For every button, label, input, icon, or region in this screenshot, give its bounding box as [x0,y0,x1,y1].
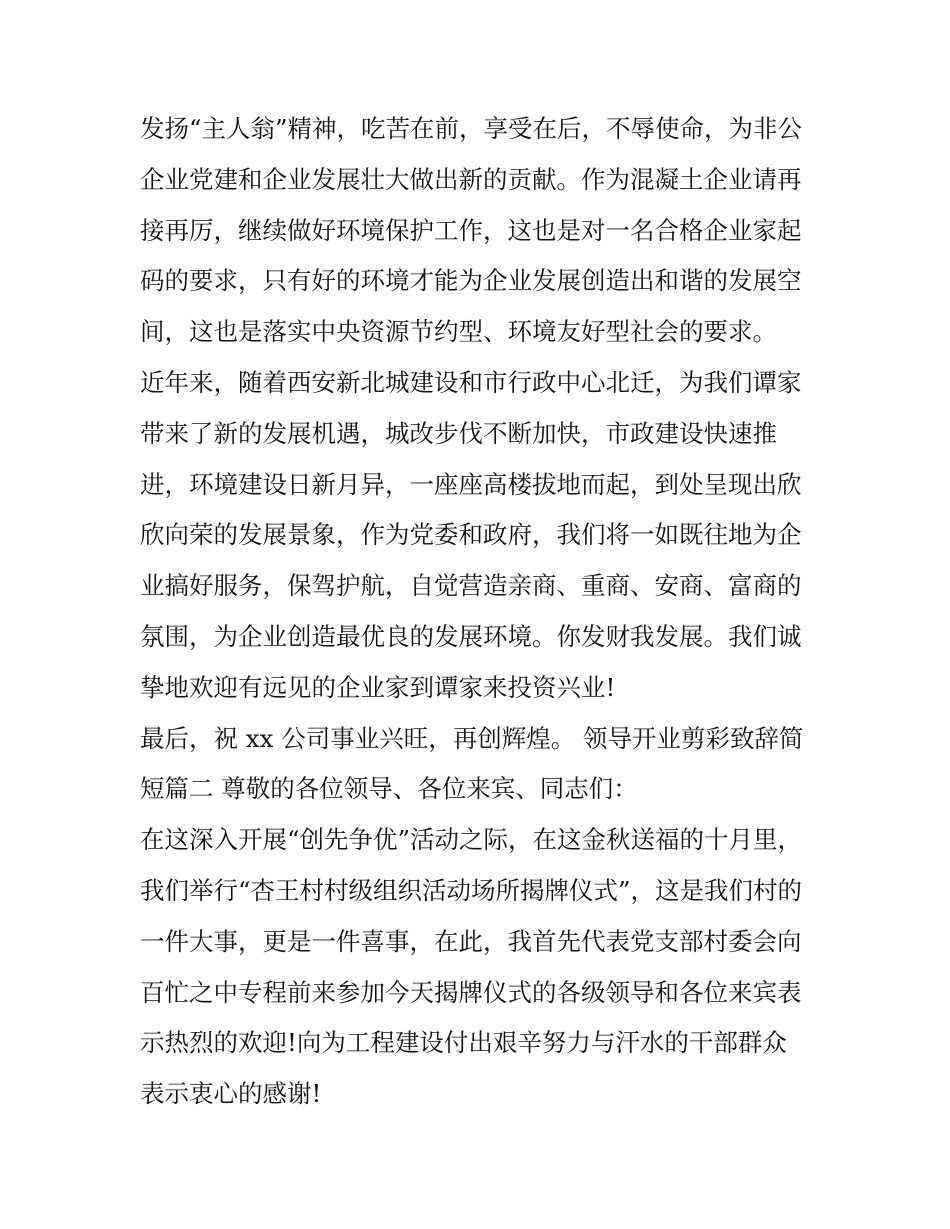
text-line: 最后，祝 xx 公司事业兴旺，再创辉煌。 领导开业剪彩致辞简 [140,723,804,753]
text-line: 带来了新的发展机遇，城改步伐不断加快，市政建设快速推 [140,418,777,448]
text-line: 码的要求，只有好的环境才能为企业发展创造出和谐的发展空 [140,266,802,296]
text-line: 我们举行“杏王村村级组织活动场所揭牌仪式”，这是我们村的 [140,875,803,905]
text-line: 短篇二 尊敬的各位领导、各位来宾、同志们： [140,774,638,804]
text-line: 在这深入开展“创先争优”活动之际，在这金秋送福的十月里， [140,825,803,855]
text-line: 百忙之中专程前来参加今天揭牌仪式的各级领导和各位来宾表 [140,977,802,1007]
text-line: 氛围，为企业创造最优良的发展环境。你发财我发展。我们诚 [140,621,802,651]
text-line: 间，这也是落实中央资源节约型、环境友好型社会的要求。 [140,317,777,347]
text-line: 一件大事，更是一件喜事，在此，我首先代表党支部村委会向 [140,926,802,956]
text-line: 表示衷心的感谢! [140,1079,322,1109]
text-line: 近年来，随着西安新北城建设和市行政中心北迁，为我们谭家 [140,367,802,397]
text-line: 挚地欢迎有远见的企业家到谭家来投资兴业! [140,672,616,702]
text-line: 企业党建和企业发展壮大做出新的贡献。作为混凝土企业请再 [140,164,802,194]
text-line: 示热烈的欢迎!向为工程建设付出艰辛努力与汗水的干部群众 [140,1028,787,1058]
text-line: 进，环境建设日新月异，一座座高楼拔地而起，到处呈现出欣 [140,469,802,499]
text-line: 欣向荣的发展景象，作为党委和政府，我们将一如既往地为企 [140,520,802,550]
body-text [140,104,830,1120]
text-line: 业搞好服务，保驾护航，自觉营造亲商、重商、安商、富商的 [140,571,802,601]
text-line: 发扬“主人翁”精神，吃苦在前，享受在后，不辱使命，为非公 [140,114,803,143]
text-line: 接再厉，继续做好环境保护工作，这也是对一名合格企业家起 [140,215,802,245]
